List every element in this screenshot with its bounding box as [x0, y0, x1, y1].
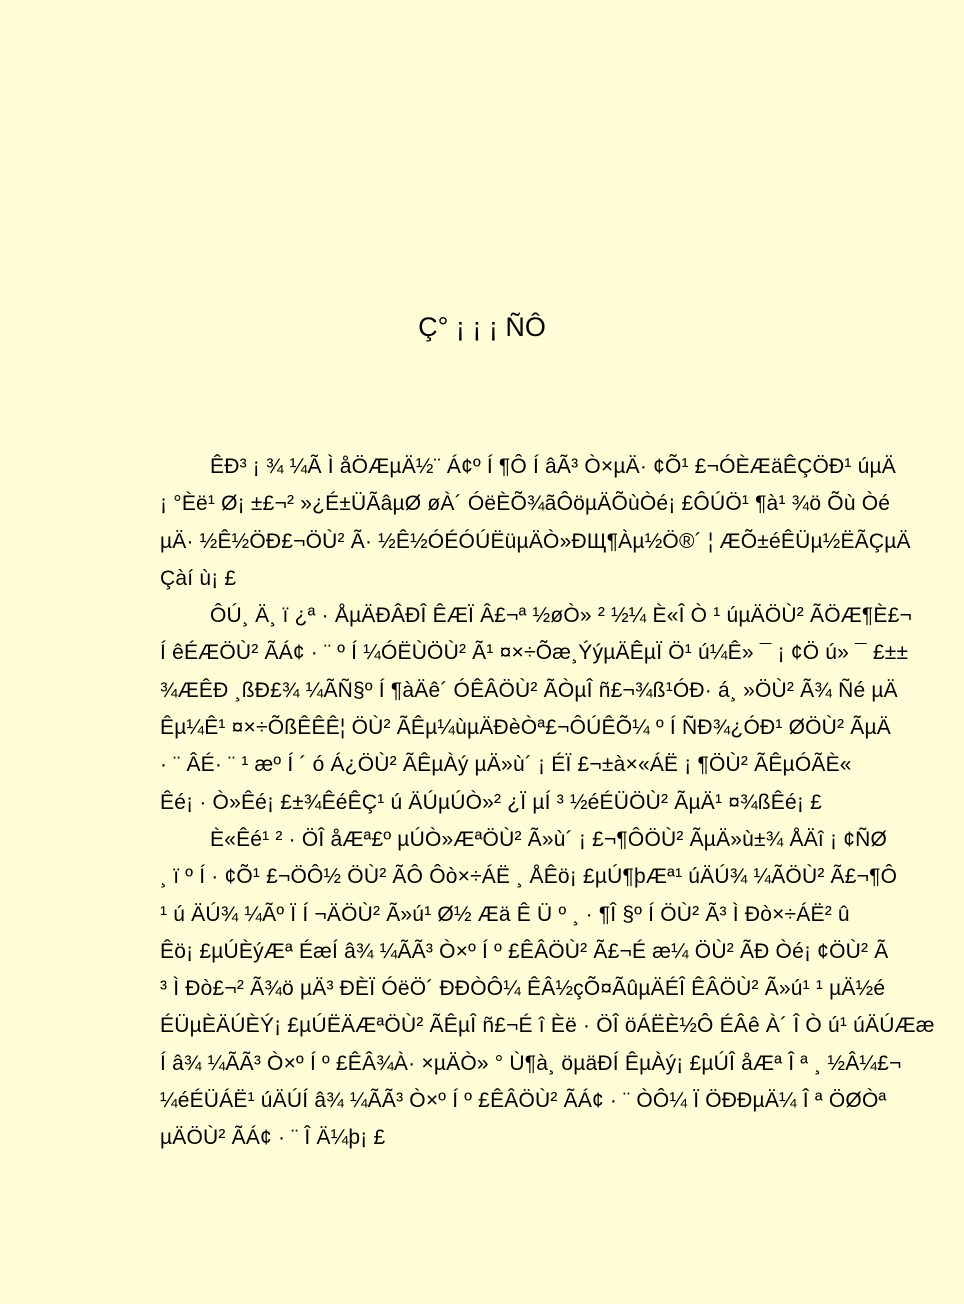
text-line: ¡ °Èë¹ Ø¡ ±£¬² »¿É±ÜÃâµØ øÀ´ ÓëÈÕ¾ãÔöµÄÕùÒé¡ £ÔÚÖ¹ ¶à¹ ¾ö Õù Òé — [160, 492, 891, 516]
text-line: Í êÉÆÖÙ² ÃÁ¢ · ¨ º Í ¼ÓËÙÖÙ² Ã¹ ¤×÷Õæ¸ÝýµÄÊµÏ Ö¹ ú¼Ê» ¯ ¡ ¢Ö ú» ¯ £±± — [160, 641, 909, 665]
document-body — [160, 448, 935, 1157]
text-line: ¹ ú ÄÚ¾ ¼Ãº Ï Í ¬ÄÖÙ² Ã»ú¹ Ø½ Æä Ê Ü º ¸ · ¶Î §º Í ÖÙ² Ã³ Ì Ðò×÷ÁË² û — [160, 902, 850, 926]
text-line: µÄÖÙ² ÃÁ¢ · ¨ Î Ä¼þ¡ £ — [160, 1126, 386, 1150]
text-line: ¼éÉÜÁË¹ úÄÚÍ â¾ ¼ÃÃ³ Ò×º Í º £ÊÂÖÙ² ÃÁ¢ · ¨ ÒÔ¼ Ï ÖÐÐµÄ¼ Î ª ÖØÒª — [160, 1089, 887, 1113]
text-line: ³ Ì Ðò£¬² Ã¾ö µÄ³ ÐÈÏ ÓëÖ´ ÐÐÒÔ¼ ÊÂ½çÕ¤ÃûµÄÉÎ ÊÂÖÙ² Ã»ú¹ ¹ µÄ½é — [160, 977, 886, 1001]
text-line: Í â¾ ¼ÃÃ³ Ò×º Í º £ÊÂ¾À· ×µÄÒ» ° Ù¶à¸ öµäÐÍ ÊµÀý¡ £µÚÎ åÆª Î ª ¸ ½Â¼£¬ — [160, 1051, 902, 1075]
text-line: Çàí ù¡ £ — [160, 566, 237, 590]
text-line: Êö¡ £µÚÈýÆª ÉæÍ â¾ ¼ÃÃ³ Ò×º Í º £ÊÂÖÙ² Ã£¬É æ¼ ÖÙ² ÃÐ Òé¡ ¢ÖÙ² Ã — [160, 939, 889, 963]
text-line: · ¨ ÂÉ· ¨ ¹ æº Í ´ ó Á¿ÖÙ² ÃÊµÀý µÄ»ù´ ¡ ÉÏ £¬±à×«ÁË ¡ ¶ÖÙ² ÃÊµÓÃÈ« — [160, 753, 852, 777]
text-line: ¾ÆÊÐ ¸ßÐ£¾ ¼ÃÑ§º Í ¶àÄê´ ÓÊÂÖÙ² ÃÒµÎ ñ£¬¾ß¹ÓÐ· á¸ »ÖÙ² Ã¾ Ñé µÄ — [160, 678, 898, 702]
text-line: Êµ¼Ê¹ ¤×÷ÕßÊÊÊ¦ ÖÙ² ÃÊµ¼ùµÄÐèÒª£¬ÔÚÊÕ¼ º Í ÑÐ¾¿ÓÐ¹ ØÖÙ² ÃµÄ — [160, 716, 891, 740]
text-line: µÄ· ½Ê½ÖÐ£¬ÖÙ² Ã· ½Ê½ÓÉÓÚËüµÄÒ»ÐЩ¶Àµ½Ö®´ ¦ ÆÕ±éÊÜµ½ËÃÇµÄ — [160, 529, 911, 553]
text-line: È«Êé¹ ² · ÖÎ åÆª£º µÚÒ»ÆªÖÙ² Ã»ù´ ¡ £¬¶ÔÖÙ² ÃµÄ»ù±¾ ÅÄî ¡ ¢ÑØ — [210, 827, 888, 851]
text-line: ¸ ï º Í · ¢Õ¹ £¬ÖÔ½ ÖÙ² ÃÔ Ôò×÷ÁË ¸ ÅÊö¡ £µÚ¶þÆª¹ úÄÚ¾ ¼ÃÖÙ² Ã£¬¶Ô — [160, 865, 898, 889]
text-line: ÔÚ¸ Ä¸ ï ¿ª · ÅµÄÐÂÐÎ ÊÆÏ Â£¬ª ½øÒ» ² ½¼ È«Î Ò ¹ úµÄÖÙ² ÃÖÆ¶È£¬ — [210, 604, 912, 628]
page-title: Ç° ¡ ¡ ¡ ÑÔ — [418, 312, 546, 342]
text-line: ÉÜµÈÄÚÈÝ¡ £µÚËÄÆªÖÙ² ÃÊµÎ ñ£¬É î Èë · ÖÎ öÁËÈ½Ô ÉÂê À´ Î Ò ú¹ úÄÚÆæ — [160, 1014, 935, 1038]
text-line: Êé¡ · Ò»Êé¡ £±¾ÊéÊÇ¹ ú ÄÚµÚÒ»² ¿Ï µÍ ³ ½éÉÜÖÙ² ÃµÄ¹ ¤¾ßÊé¡ £ — [160, 790, 823, 814]
text-line: ÊÐ³ ¡ ¾ ¼Ã Ì åÖÆµÄ½¨ Á¢º Í ¶Ô Í âÃ³ Ò×µÄ· ¢Õ¹ £¬ÓÈÆäÊÇÖÐ¹ úµÄ — [210, 455, 896, 478]
